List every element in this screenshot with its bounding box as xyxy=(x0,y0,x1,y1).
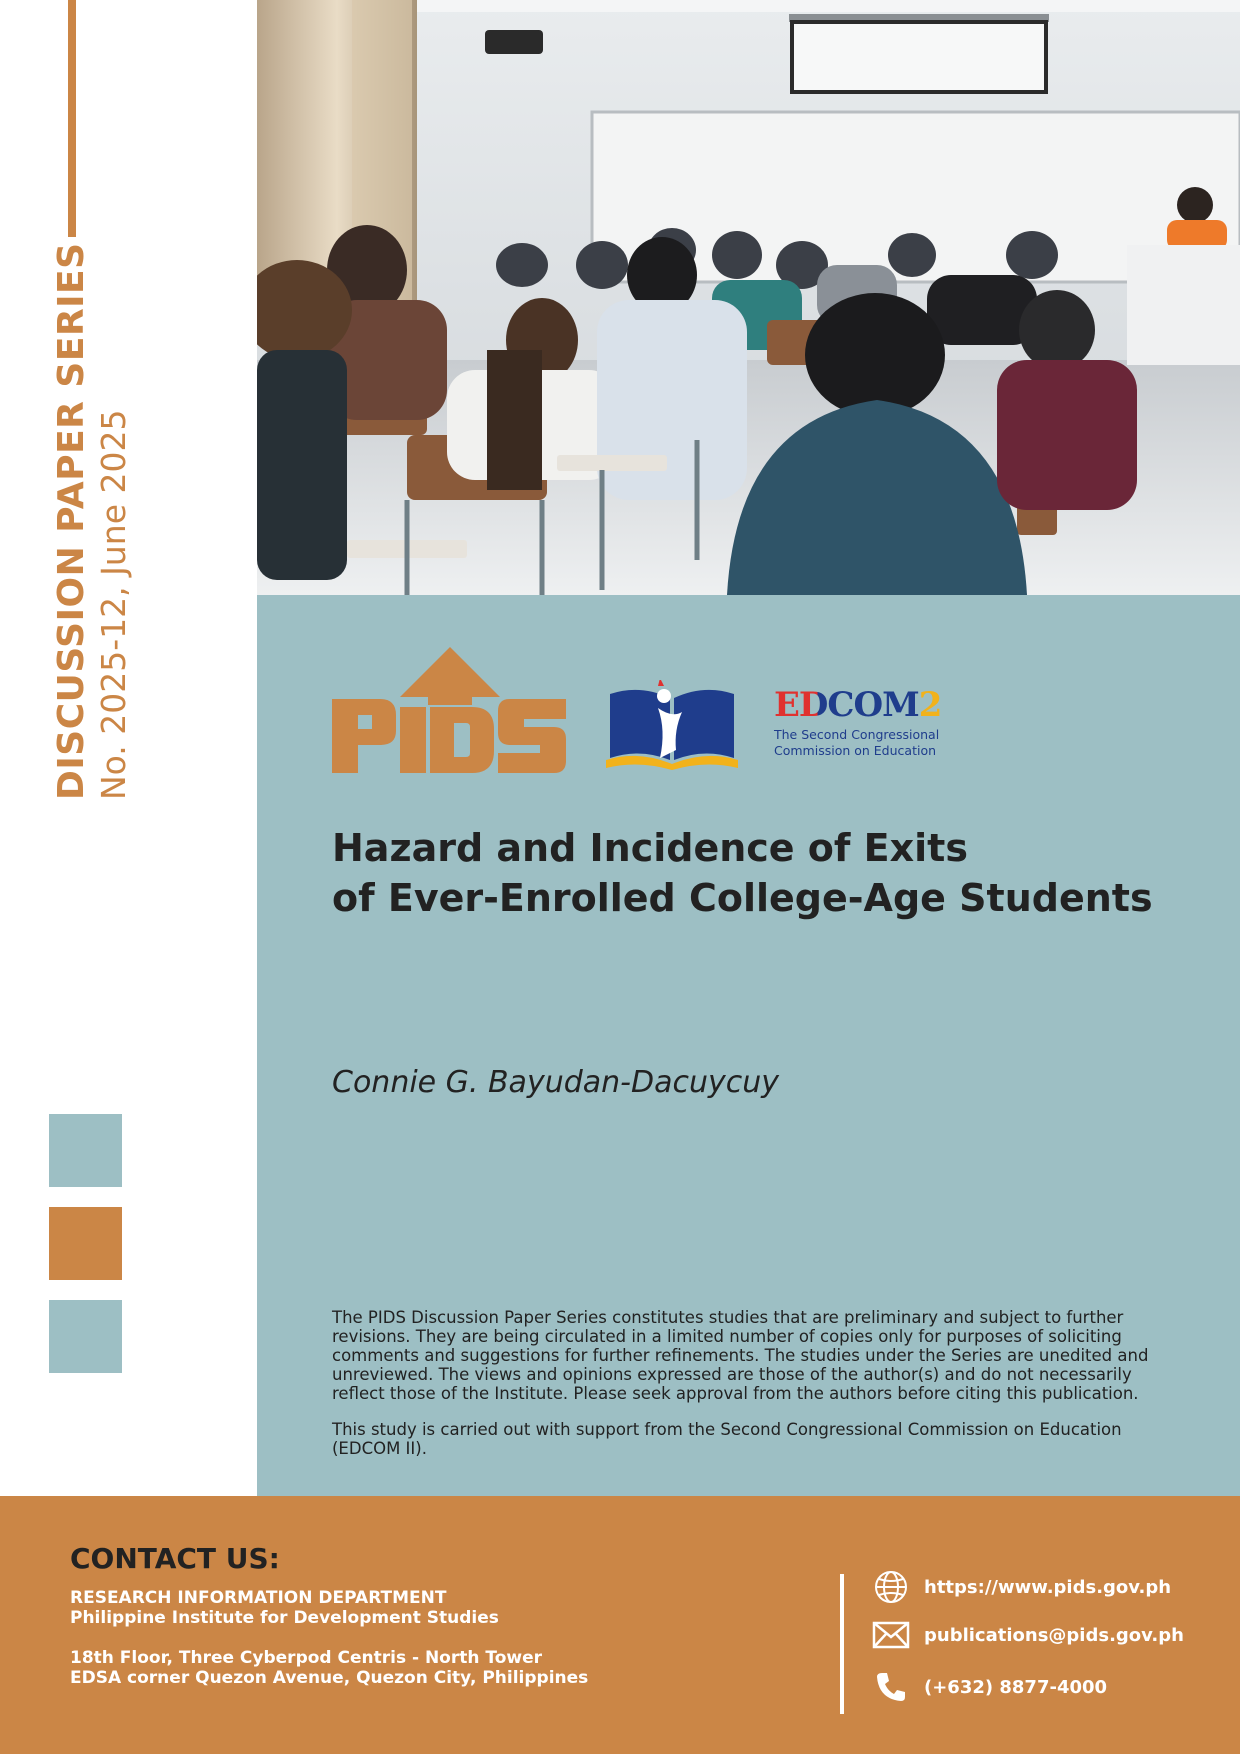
disclaimer-text: The PIDS Discussion Paper Series constitutes studies that are preliminary and subject to further revisions. They are being circulated in a limited number of copies only for purposes of soliciting comments and suggestions for further refinements. The studies under the Series are unedited and unreviewed. The views and opinions expressed are those of the author(s) and do not necessarily reflect those of the Institute. Please seek approval from the authors before citing this publication. xyxy=(332,1308,1149,1403)
decor-square-teal-bottom xyxy=(49,1300,122,1373)
contact-heading: CONTACT US: xyxy=(70,1542,280,1575)
accent-rule xyxy=(68,0,76,237)
email-link[interactable]: publications@pids.gov.ph xyxy=(924,1624,1184,1646)
cover-photo-classroom xyxy=(257,0,1240,595)
paper-title xyxy=(332,823,1222,923)
edcom-wordmark xyxy=(774,687,974,759)
phone-icon xyxy=(872,1668,910,1706)
edcom-emblem xyxy=(602,680,742,770)
envelope-icon xyxy=(872,1616,910,1654)
author-name: Connie G. Bayudan-Dacuycuy xyxy=(332,1065,779,1100)
address-line1: 18th Floor, Three Cyberpod Centris - North Tower xyxy=(70,1648,543,1668)
logo-row xyxy=(332,645,1132,775)
series-title: DISCUSSION PAPER SERIES xyxy=(51,242,92,800)
website-row[interactable] xyxy=(872,1568,1171,1606)
disclaimer-block xyxy=(332,1308,1172,1458)
institute-name: Philippine Institute for Development Studies xyxy=(70,1608,499,1628)
paper-title-line2: of Ever-Enrolled College-Age Students xyxy=(332,876,1153,920)
support-note: This study is carried out with support from the Second Congressional Commission on Education (EDCOM II). xyxy=(332,1420,1122,1458)
contact-footer xyxy=(0,1496,1240,1754)
decor-square-teal-top xyxy=(49,1114,122,1187)
edcom-word: EDCOM xyxy=(774,685,919,725)
edcom-number: 2 xyxy=(918,685,942,725)
website-link[interactable]: https://www.pids.gov.ph xyxy=(924,1576,1172,1598)
main-panel xyxy=(257,595,1240,1496)
address-line2: EDSA corner Quezon Avenue, Quezon City, Philippines xyxy=(70,1668,589,1688)
phone-row[interactable] xyxy=(872,1668,1107,1706)
paper-title-line1: Hazard and Incidence of Exits xyxy=(332,826,968,870)
globe-icon xyxy=(872,1568,910,1606)
edcom-tagline-line1: The Second Congressional xyxy=(774,727,940,742)
series-label xyxy=(50,240,140,800)
pids-logo xyxy=(332,645,568,775)
contact-address-block xyxy=(70,1588,588,1688)
department-name: RESEARCH INFORMATION DEPARTMENT xyxy=(70,1588,447,1608)
decor-square-orange xyxy=(49,1207,122,1280)
email-row[interactable] xyxy=(872,1616,1184,1654)
footer-divider xyxy=(840,1574,844,1714)
edcom-tagline-line2: Commission on Education xyxy=(774,743,937,758)
series-number: No. 2025-12, June 2025 xyxy=(94,409,133,800)
left-sidebar xyxy=(0,0,257,1496)
phone-number[interactable]: (+632) 8877-4000 xyxy=(924,1676,1108,1698)
